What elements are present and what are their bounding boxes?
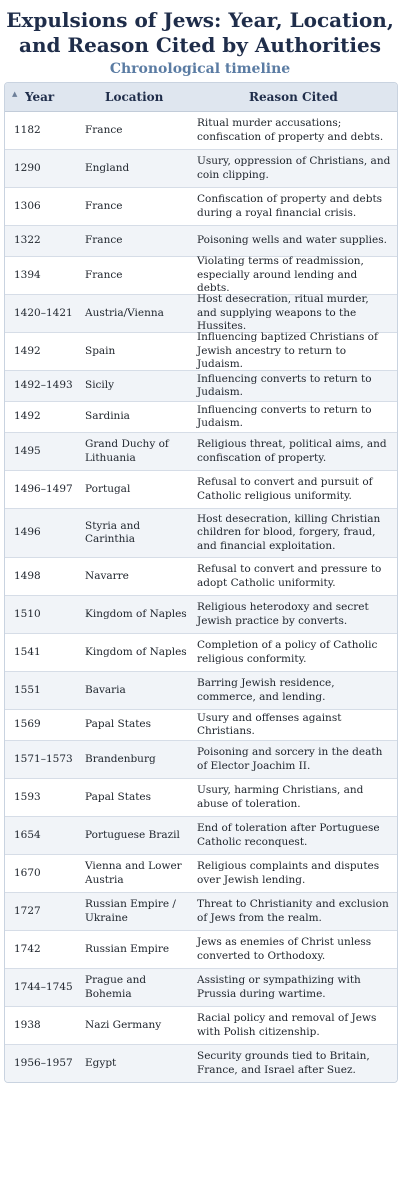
cell-reason: Usury, oppression of Christians, and coin clipping.	[197, 155, 391, 181]
column-header-year[interactable]	[5, 90, 77, 104]
cell-location: Brandenburg	[85, 752, 156, 765]
cell-location: Sicily	[85, 379, 115, 392]
table-row	[5, 333, 397, 371]
cell-location: Russian Empire / Ukraine	[85, 898, 176, 924]
table-row	[5, 188, 397, 226]
cell-reason: Host desecration, ritual murder, and supplying weapons to the Hussites.	[197, 293, 369, 333]
column-header-reason-label: Reason Cited	[249, 90, 338, 104]
table-row	[5, 855, 397, 893]
cell-reason: Poisoning and sorcery in the death of Elector Joachim II.	[197, 746, 383, 772]
cell-location: France	[85, 234, 123, 247]
cell-location: Papal States	[85, 718, 152, 731]
cell-year: 1744–1745	[14, 980, 73, 993]
cell-year: 1290	[14, 161, 41, 174]
cell-reason: Security grounds tied to Britain, France, and Israel after Suez.	[197, 1050, 370, 1076]
table-row	[5, 226, 397, 257]
page-title: Expulsions of Jews: Year, Location, and Reason Cited by Authorities	[6, 8, 394, 57]
cell-reason: Poisoning wells and water supplies.	[197, 234, 387, 247]
cell-reason: Racial policy and removal of Jews with Polish citizenship.	[197, 1012, 377, 1038]
table-row	[5, 1007, 397, 1045]
cell-year: 1742	[14, 942, 41, 955]
cell-location: France	[85, 123, 123, 136]
page-subtitle: Chronological timeline	[109, 61, 291, 77]
expulsions-table	[4, 82, 398, 1083]
table-row	[5, 150, 397, 188]
cell-year: 1541	[14, 645, 41, 658]
table-row	[5, 257, 397, 295]
cell-year: 1956–1957	[14, 1056, 73, 1069]
table-row	[5, 471, 397, 509]
cell-location: Portuguese Brazil	[85, 828, 180, 841]
cell-location: Bavaria	[85, 683, 126, 696]
table-row	[5, 893, 397, 931]
column-header-reason[interactable]	[189, 90, 397, 104]
table-row	[5, 596, 397, 634]
cell-location: Nazi Germany	[85, 1018, 162, 1031]
cell-location: France	[85, 268, 123, 281]
cell-year: 1492	[14, 344, 41, 357]
cell-year: 1571–1573	[14, 752, 73, 765]
cell-reason: Barring Jewish residence, commerce, and lending.	[197, 677, 335, 703]
cell-reason: Influencing converts to return to Judaism.	[197, 403, 372, 429]
table-body	[5, 112, 397, 1082]
cell-location: Portugal	[85, 482, 131, 495]
cell-reason: End of toleration after Portuguese Catholic reconquest.	[197, 822, 380, 848]
cell-reason: Refusal to convert and pursuit of Catholic religious uniformity.	[197, 476, 373, 502]
table-row	[5, 969, 397, 1007]
cell-location: Styria and Carinthia	[85, 519, 141, 545]
cell-year: 1654	[14, 828, 41, 841]
cell-reason: Refusal to convert and pressure to adopt Catholic uniformity.	[197, 563, 382, 589]
cell-location: Kingdom of Naples	[85, 645, 187, 658]
cell-location: Spain	[85, 344, 116, 357]
cell-reason: Religious heterodoxy and secret Jewish practice by converts.	[197, 601, 369, 627]
cell-reason: Host desecration, killing Christian children for blood, forgery, fraud, and financial exploitation.	[197, 512, 381, 552]
cell-reason: Assisting or sympathizing with Prussia during wartime.	[197, 974, 361, 1000]
cell-year: 1938	[14, 1018, 41, 1031]
table-row	[5, 295, 397, 333]
table-row	[5, 817, 397, 855]
cell-location: Austria/Vienna	[85, 306, 164, 319]
table-row	[5, 558, 397, 596]
cell-reason: Jews as enemies of Christ unless converted to Orthodoxy.	[197, 936, 372, 962]
cell-reason: Usury, harming Christians, and abuse of toleration.	[197, 784, 364, 810]
cell-year: 1727	[14, 904, 41, 917]
cell-location: Vienna and Lower Austria	[85, 860, 182, 886]
table-row	[5, 672, 397, 710]
sort-indicator-icon[interactable]: ▲	[12, 89, 18, 98]
table-header	[5, 83, 397, 112]
cell-reason: Threat to Christianity and exclusion of Jews from the realm.	[197, 898, 389, 924]
cell-year: 1306	[14, 199, 41, 212]
table-row	[5, 779, 397, 817]
cell-year: 1495	[14, 444, 41, 457]
cell-reason: Usury and offenses against Christians.	[197, 711, 342, 737]
cell-year: 1670	[14, 866, 41, 879]
cell-location: Kingdom of Naples	[85, 607, 187, 620]
cell-location: England	[85, 161, 130, 174]
cell-reason: Ritual murder accusations; confiscation of property and debts.	[197, 117, 384, 143]
cell-year: 1182	[14, 123, 41, 136]
table-row	[5, 710, 397, 741]
cell-year: 1394	[14, 268, 41, 281]
cell-reason: Completion of a policy of Catholic religious conformity.	[197, 639, 378, 665]
column-header-year-label: Year	[25, 90, 55, 104]
cell-year: 1510	[14, 607, 41, 620]
table-row	[5, 931, 397, 969]
table-row	[5, 433, 397, 471]
cell-year: 1551	[14, 683, 41, 696]
cell-year: 1496–1497	[14, 482, 73, 495]
cell-reason: Violating terms of readmission, especially around lending and debts.	[197, 255, 364, 295]
table-row	[5, 402, 397, 433]
cell-year: 1492–1493	[14, 379, 73, 392]
cell-year: 1492	[14, 410, 41, 423]
cell-location: Papal States	[85, 790, 152, 803]
cell-reason: Influencing converts to return to Judaism.	[197, 372, 372, 398]
cell-reason: Religious complaints and disputes over Jewish lending.	[197, 860, 380, 886]
cell-year: 1569	[14, 718, 41, 731]
cell-location: Grand Duchy of Lithuania	[85, 438, 169, 464]
cell-year: 1498	[14, 569, 41, 582]
cell-location: Prague and Bohemia	[85, 974, 147, 1000]
cell-location: Sardinia	[85, 410, 130, 423]
cell-year: 1496	[14, 526, 41, 539]
cell-location: Egypt	[85, 1056, 117, 1069]
table-row	[5, 1045, 397, 1082]
cell-year: 1593	[14, 790, 41, 803]
column-header-location-label: Location	[105, 90, 164, 104]
table-row	[5, 741, 397, 779]
cell-year: 1420–1421	[14, 306, 73, 319]
cell-reason: Confiscation of property and debts during a royal financial crisis.	[197, 193, 383, 219]
table-row	[5, 509, 397, 558]
table-row	[5, 112, 397, 150]
cell-year: 1322	[14, 234, 41, 247]
cell-reason: Influencing baptized Christians of Jewish ancestry to return to Judaism.	[197, 331, 378, 371]
table-row	[5, 634, 397, 672]
column-header-location[interactable]	[77, 90, 189, 104]
cell-location: Russian Empire	[85, 942, 170, 955]
table-row	[5, 371, 397, 402]
cell-reason: Religious threat, political aims, and confiscation of property.	[197, 438, 387, 464]
cell-location: France	[85, 199, 123, 212]
cell-location: Navarre	[85, 569, 129, 582]
